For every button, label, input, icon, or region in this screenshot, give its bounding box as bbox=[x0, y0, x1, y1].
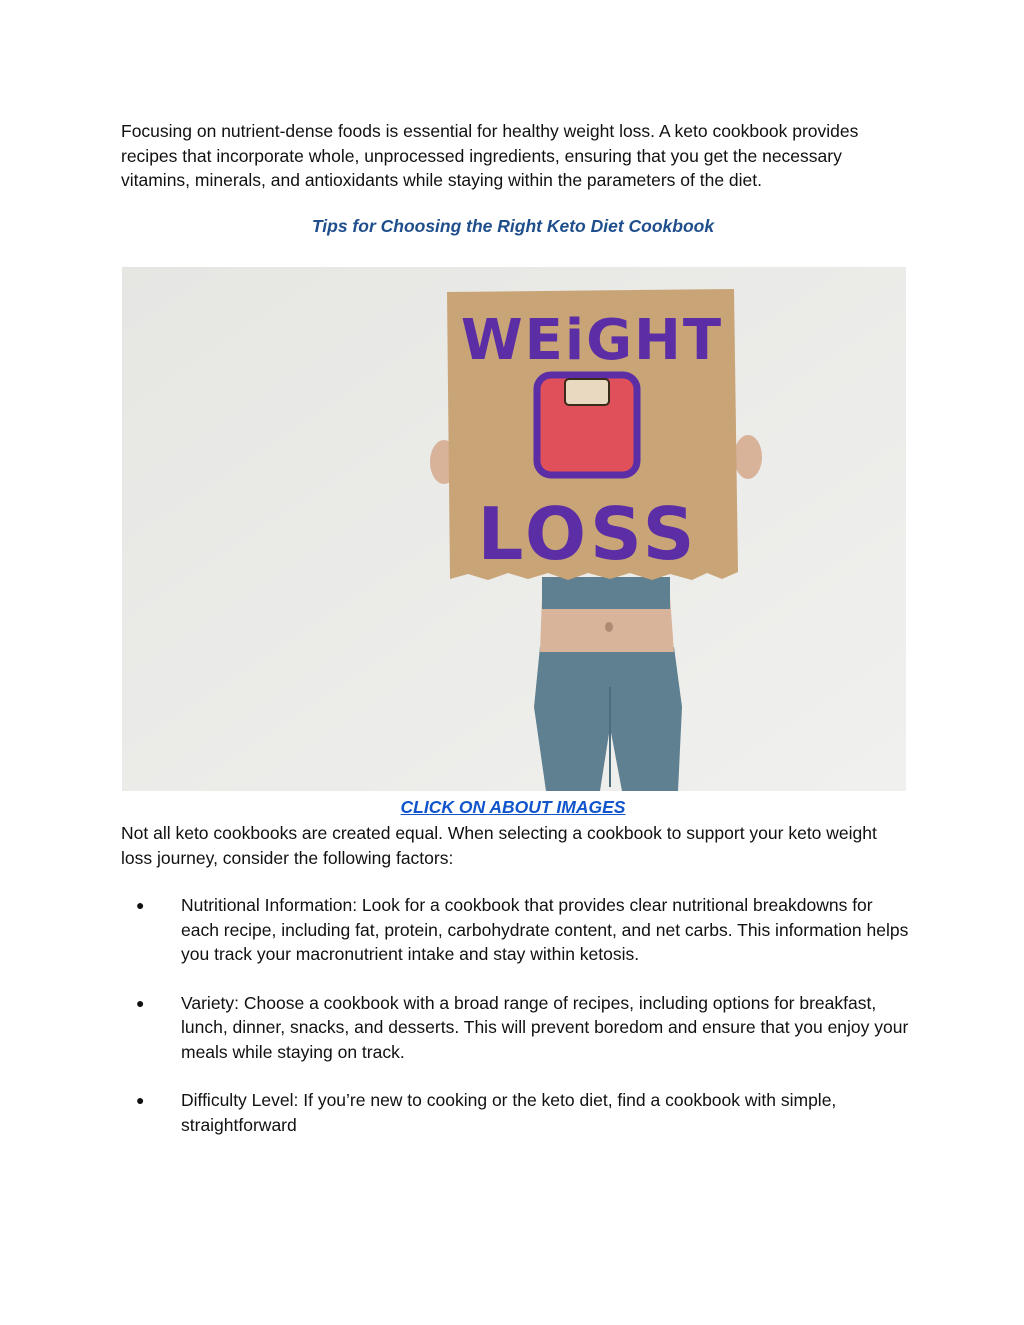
factors-paragraph: Not all keto cookbooks are created equal. When selecting a cookbook to support your keto weight loss journey, consider the following factors: bbox=[121, 823, 877, 868]
tips-list bbox=[121, 893, 911, 1161]
list-item bbox=[121, 991, 911, 1065]
bullet-icon: ● bbox=[136, 897, 145, 913]
intro-paragraph: Focusing on nutrient-dense foods is essential for healthy weight loss. A keto cookbook provides recipes that incorporate whole, unprocessed ingredients, ensuring that you get the necessary vitamins, minerals, and antioxidants while staying within the parameters of the diet. bbox=[121, 121, 859, 190]
list-item bbox=[121, 1088, 911, 1137]
weight-loss-sign-photo bbox=[122, 267, 906, 791]
tip-text: Variety: Choose a cookbook with a broad range of recipes, including options for breakfast, lunch, dinner, snacks, and desserts. This will prevent boredom and ensure that you enjoy your meals while staying on track. bbox=[181, 992, 909, 1062]
tip-text: Difficulty Level: If you’re new to cooking or the keto diet, find a cookbook with simple, straightforward bbox=[181, 1090, 837, 1135]
about-images-link[interactable]: CLICK ON ABOUT IMAGES bbox=[400, 797, 626, 817]
tip-text: Nutritional Information: Look for a cookbook that provides clear nutritional breakdowns for each recipe, including fat, protein, carbohydrate content, and net carbs. This information helps you track your macronutrient intake and stay within ketosis. bbox=[181, 895, 909, 964]
bullet-icon: ● bbox=[136, 994, 145, 1011]
section-heading: Tips for Choosing the Right Keto Diet Cookbook bbox=[311, 216, 715, 236]
bullet-icon: ● bbox=[136, 1092, 145, 1108]
sign-text-loss: LOSS bbox=[477, 492, 699, 576]
list-item bbox=[121, 893, 911, 967]
sign-text-weight: WEiGHT bbox=[460, 308, 724, 373]
